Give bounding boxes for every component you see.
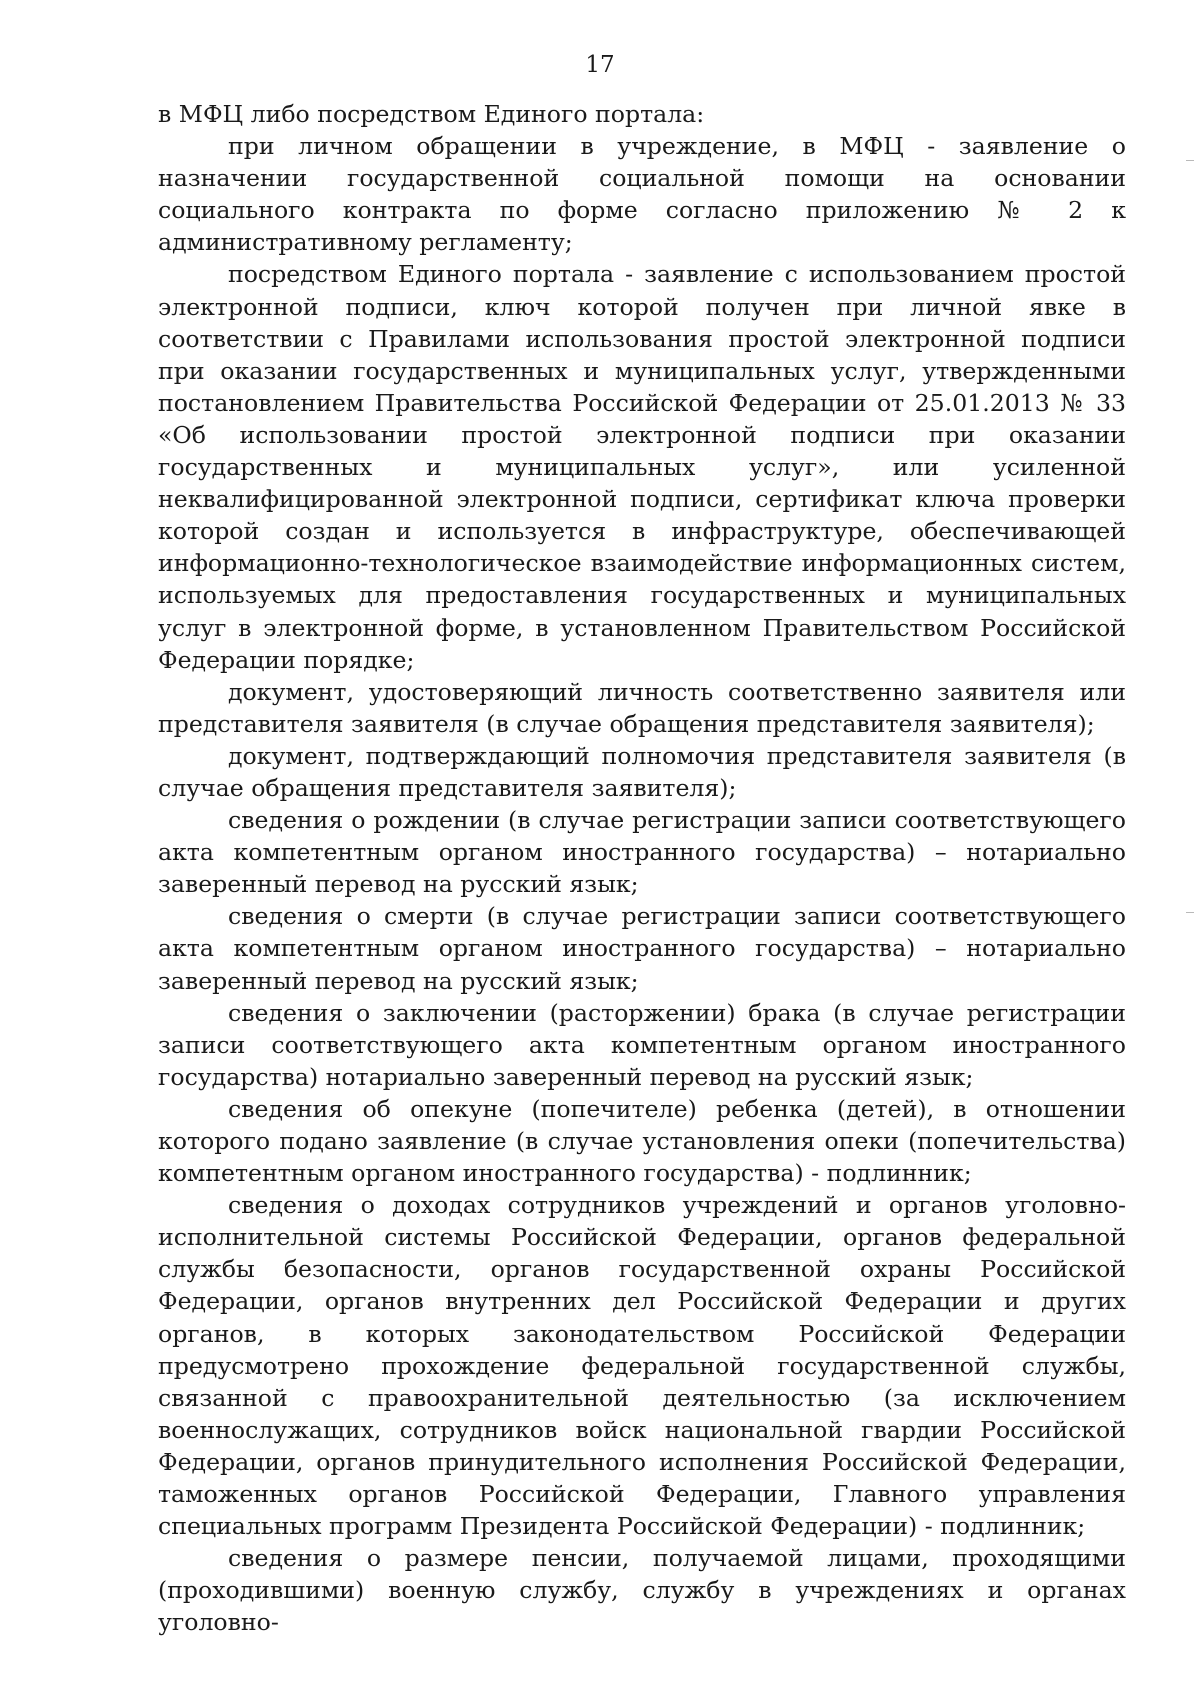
paragraph-intro: в МФЦ либо посредством Единого портала:	[158, 100, 705, 128]
paragraph-personal-visit: при личном обращении в учреждение, в МФЦ - заявление о назначении государственной социальной помощи на основании социального контракта по форме согласно приложению № 2 к административному регламенту;	[158, 132, 1126, 257]
paragraph-income-info: сведения о доходах сотрудников учреждений и органов уголовно-исполнительной системы Российской Федерации, органов федеральной службы безопасности, органов государственной охраны Российской Федерации, органов внутренних дел Российской Федерации и других органов, в которых законодательством Российской Федерации предусмотрено прохождение федеральной государственной службы, связанной с правоохранительной деятельностью (за исключением военнослужащих, сотрудников войск национальной гвардии Российской Федерации, органов принудительного исполнения Российской Федерации, таможенных органов Российской Федерации, Главного управления специальных программ Президента Российской Федерации) - подлинник;	[158, 1191, 1126, 1541]
paragraph-authority-document: документ, подтверждающий полномочия представителя заявителя (в случае обращения представителя заявителя);	[158, 741, 1126, 802]
scan-edge-mark	[1186, 160, 1194, 161]
paragraph-birth-info: сведения о рождении (в случае регистрации записи соответствующего акта компетентным органом иностранного государства) – нотариально заверенный перевод на русский язык;	[158, 806, 1126, 899]
page-number: 17	[585, 52, 615, 78]
paragraph-identity-document: документ, удостоверяющий личность соответственно заявителя или представителя заявителя (в случае обращения представителя заявителя);	[158, 677, 1126, 738]
paragraph-death-info: сведения о смерти (в случае регистрации записи соответствующего акта компетентным органом иностранного государства) – нотариально заверенный перевод на русский язык;	[158, 902, 1126, 995]
paragraph-pension-info: сведения о размере пенсии, получаемой лицами, проходящими (проходившими) военную службу, службу в учреждениях и органах уголовно-	[158, 1544, 1126, 1637]
paragraph-unified-portal: посредством Единого портала - заявление с использованием простой электронной подписи, ключ которой получен при личной явке в соответствии с Правилами использования простой электронной подписи при оказании государственных и муниципальных услуг, утвержденными постановлением Правительства Российской Федерации от 25.01.2013 № 33 «Об использовании простой электронной подписи при оказании государственных и муниципальных услуг», или усиленной неквалифицированной электронной подписи, сертификат ключа проверки которой создан и используется в инфраструктуре, обеспечивающей информационно-технологическое взаимодействие информационных систем, используемых для предоставления государственных и муниципальных услуг в электронной форме, в установленном Правительством Российской Федерации порядке;	[158, 260, 1126, 674]
paragraph-marriage-info: сведения о заключении (расторжении) брака (в случае регистрации записи соответствующего акта компетентным органом иностранного государства) нотариально заверенный перевод на русский язык;	[158, 998, 1126, 1091]
paragraph-guardian-info: сведения об опекуне (попечителе) ребенка (детей), в отношении которого подано заявление (в случае установления опеки (попечительства) компетентным органом иностранного государства) - подлинник;	[158, 1094, 1126, 1188]
document-body	[158, 98, 1126, 1639]
scan-edge-mark	[1186, 912, 1194, 913]
